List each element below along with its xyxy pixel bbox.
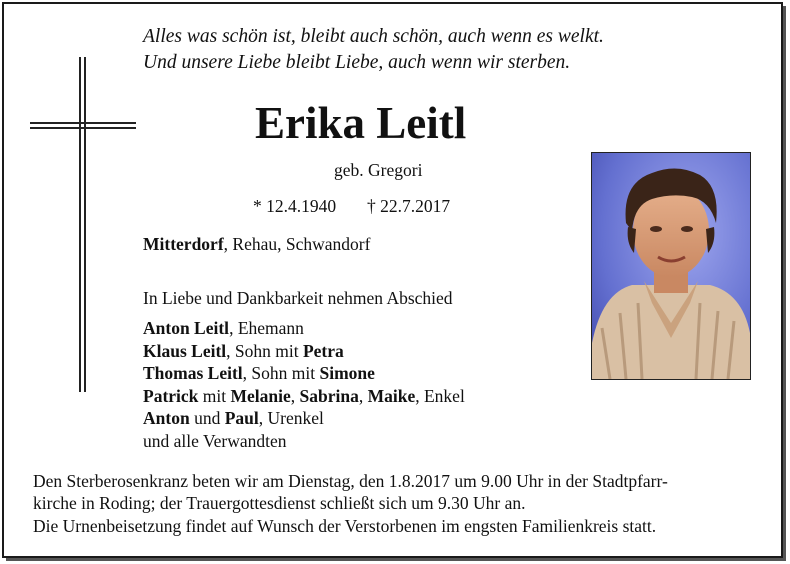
family-name: Paul	[224, 408, 259, 429]
family-relation: , Sohn mit	[226, 340, 303, 361]
family-relation: ,	[358, 385, 368, 406]
family-relation: , Ehemann	[229, 318, 304, 338]
maiden-name: geb. Gregori	[334, 160, 423, 180]
family-name: Simone	[319, 363, 375, 384]
deceased-name: Erika Leitl	[255, 98, 467, 148]
service-notice	[33, 470, 668, 537]
family-name: Petra	[302, 340, 344, 361]
family-relation: , Sohn mit	[242, 363, 320, 384]
frame-shadow-bottom	[6, 558, 786, 561]
family-relation: und alle Verwandten	[143, 430, 287, 451]
motto-line-2: Und unsere Liebe bleibt Liebe, auch wenn wir sterben.	[143, 52, 571, 73]
birth-date: * 12.4.1940	[253, 196, 337, 216]
family-name: Anton Leitl	[143, 318, 230, 338]
family-relation: mit	[198, 385, 231, 406]
service-notice-line-2: kirche in Roding; der Trauergottesdienst schließt sich um 9.30 Uhr an.	[33, 493, 526, 514]
family-line	[143, 407, 465, 430]
farewell-line: In Liebe und Dankbarkeit nehmen Abschied	[143, 288, 453, 308]
family-line	[143, 362, 465, 385]
family-relation: , Enkel	[415, 385, 465, 406]
frame-shadow-right	[783, 6, 786, 561]
place-rest: , Rehau, Schwandorf	[223, 234, 371, 254]
motto	[143, 24, 604, 76]
place-main: Mitterdorf	[143, 234, 224, 254]
places	[143, 233, 370, 255]
death-date: † 22.7.2017	[367, 196, 451, 216]
family-relation: ,	[290, 385, 300, 406]
portrait-photo	[591, 152, 751, 380]
service-notice-line-1: Den Sterberosenkranz beten wir am Dienstag, den 1.8.2017 um 9.00 Uhr in der Stadtpfarr-	[33, 471, 668, 491]
family-name: Melanie	[230, 385, 291, 406]
family-name: Maike	[367, 385, 416, 406]
family-name: Sabrina	[299, 385, 359, 406]
family-line	[143, 430, 465, 453]
family-line	[143, 317, 465, 340]
motto-line-1: Alles was schön ist, bleibt auch schön, auch wenn es welkt.	[143, 26, 604, 47]
family-line	[143, 340, 465, 363]
family-relation: und	[189, 408, 225, 429]
family-line	[143, 385, 465, 408]
family-name: Patrick	[143, 385, 199, 406]
family-name: Anton	[143, 408, 190, 429]
family-name: Klaus Leitl	[143, 340, 227, 361]
service-notice-line-3: Die Urnenbeisetzung findet auf Wunsch der Verstorbenen im engsten Familienkreis statt.	[33, 515, 657, 536]
family-list	[143, 317, 465, 453]
family-name: Thomas Leitl	[143, 363, 243, 384]
family-relation: , Urenkel	[258, 408, 324, 429]
